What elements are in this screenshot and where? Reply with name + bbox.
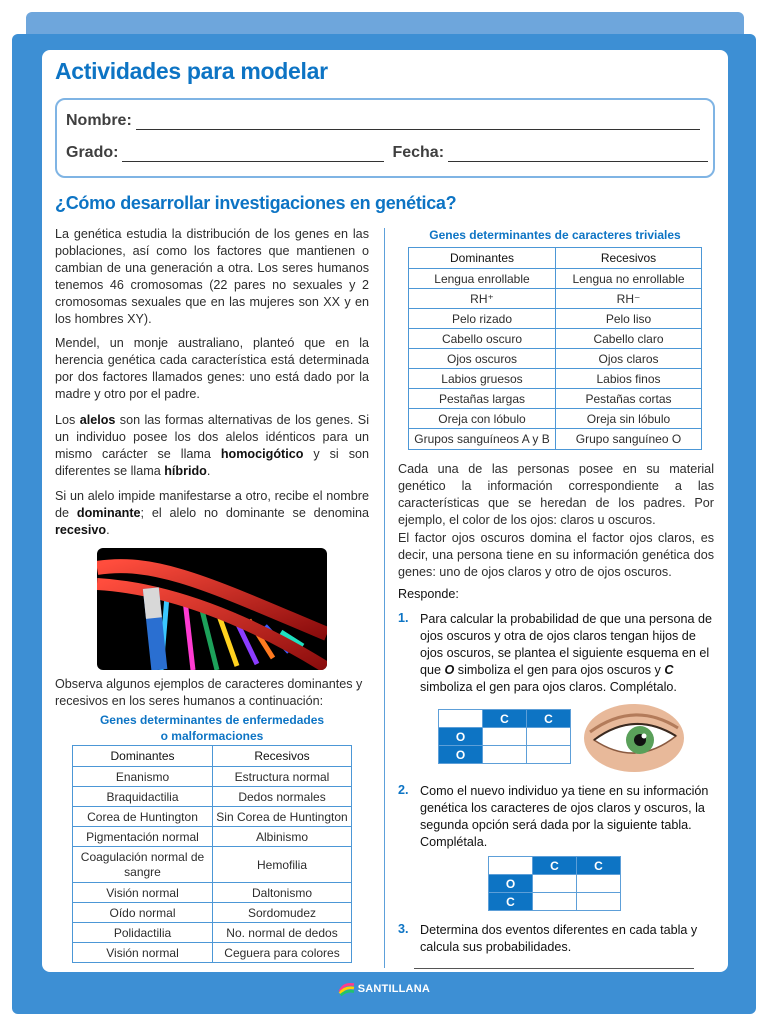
punnett-corner <box>439 710 483 728</box>
mendel-paragraph: Mendel, un monje australiano, planteó que en la herencia genética cada característica está determinada por dos factores llamados genes: uno está dado por la madre y otro por el padre. <box>55 336 369 401</box>
term-recesivo: recesivo <box>55 523 107 537</box>
name-label: Nombre: <box>66 112 132 129</box>
table-row <box>73 827 352 847</box>
table-cell: Grupo sanguíneo O <box>556 429 702 450</box>
text-span: y si son diferentes se llama <box>55 447 369 478</box>
table-cell: Lengua no enrollable <box>556 269 702 289</box>
question-2: Como el nuevo individuo ya tiene en su información genética los caracteres de ojos claros y oscuros, la segunda opción será dada por la siguiente tabla. Complétala. <box>420 784 709 849</box>
punnett-corner <box>489 857 533 875</box>
punnett-header: O <box>489 875 533 893</box>
question-number: 2. <box>398 783 409 797</box>
eye-image <box>584 702 684 774</box>
table-row <box>409 269 702 289</box>
text-span: simboliza el gen para ojos claros. Complétalo. <box>420 680 677 694</box>
table-cell: Ceguera para colores <box>213 943 352 963</box>
table-cell: Estructura normal <box>213 767 352 787</box>
punnett-header: C <box>577 857 621 875</box>
answer-line[interactable] <box>414 968 694 969</box>
punnett-header: O <box>439 746 483 764</box>
column-header: Dominantes <box>73 746 213 767</box>
table-cell: Pelo rizado <box>409 309 556 329</box>
punnett-square-1 <box>438 709 571 764</box>
table-cell: Pigmentación normal <box>73 827 213 847</box>
table-row <box>73 767 352 787</box>
table-cell: Oreja con lóbulo <box>409 409 556 429</box>
name-field[interactable] <box>136 114 700 130</box>
trivial-genes-table <box>408 247 702 450</box>
dominance-paragraph <box>55 488 369 539</box>
punnett-cell[interactable] <box>483 746 527 764</box>
intro-paragraph: La genética estudia la distribución de los genes en las poblaciones, así como los factores que mantienen o cambian de una generación a otra. Los seres humanos tenemos 46 cromosomas (22 pares no sexuales y 2 cromosomas sexuales que en las mujeres son XX y en los hombres XY). <box>55 227 369 326</box>
symbol-C: C <box>664 663 674 677</box>
table-cell: Dedos normales <box>213 787 352 807</box>
name-row <box>66 112 700 130</box>
table-cell: Pelo liso <box>556 309 702 329</box>
question-1 <box>420 611 716 696</box>
table-cell: Cabello oscuro <box>409 329 556 349</box>
text-span: . <box>106 523 110 537</box>
column-header: Dominantes <box>409 248 556 269</box>
table-cell: Daltonismo <box>213 883 352 903</box>
table-row <box>409 329 702 349</box>
table-cell: No. normal de dedos <box>213 923 352 943</box>
punnett-cell[interactable] <box>533 875 577 893</box>
table-row <box>73 787 352 807</box>
punnett-cell[interactable] <box>577 875 621 893</box>
table-row <box>409 349 702 369</box>
punnett-cell[interactable] <box>527 728 571 746</box>
punnett-header: C <box>533 857 577 875</box>
grade-date-row <box>66 144 708 162</box>
grade-field[interactable] <box>122 146 384 162</box>
term-homocigotico: homocigótico <box>220 447 304 461</box>
table-row <box>409 389 702 409</box>
question-3: Determina dos eventos diferentes en cada tabla y calcula sus probabilidades. <box>420 923 698 954</box>
table-cell: Polidactilia <box>73 923 213 943</box>
punnett-header: C <box>489 893 533 911</box>
santillana-logo <box>338 975 430 1003</box>
student-info-box <box>55 98 715 178</box>
punnett-cell[interactable] <box>527 746 571 764</box>
table-cell: Corea de Huntington <box>73 807 213 827</box>
text-span: ; el alelo no dominante se denomina <box>140 506 369 520</box>
examples-paragraph: Observa algunos ejemplos de caracteres dominantes y recesivos en los seres humanos a continuación: <box>55 677 363 708</box>
table-cell: Oído normal <box>73 903 213 923</box>
punnett-header: C <box>527 710 571 728</box>
table-cell: Ojos oscuros <box>409 349 556 369</box>
table-row <box>73 883 352 903</box>
text-span: . <box>206 464 211 478</box>
table-cell: Oreja sin lóbulo <box>556 409 702 429</box>
table-cell: Lengua enrollable <box>409 269 556 289</box>
punnett-header: O <box>439 728 483 746</box>
table-row <box>73 807 352 827</box>
table-row <box>409 409 702 429</box>
text-span: Los <box>55 413 80 427</box>
term-hibrido: híbrido <box>164 464 207 478</box>
table-row <box>409 289 702 309</box>
table-row <box>409 309 702 329</box>
table-cell: RH⁻ <box>556 289 702 309</box>
table-row <box>73 943 352 963</box>
text-span: simboliza el gen para ojos oscuros y <box>454 663 665 677</box>
title-line: Genes determinantes de enfermedades <box>99 713 325 727</box>
column-divider <box>384 228 385 968</box>
table-row <box>73 847 352 883</box>
table-cell: Pestañas cortas <box>556 389 702 409</box>
disease-table-title <box>72 712 352 744</box>
table-cell: Grupos sanguíneos A y B <box>409 429 556 450</box>
table-row <box>409 429 702 450</box>
title-line: o malformaciones <box>160 729 264 743</box>
responde-label: Responde: <box>398 587 459 601</box>
punnett-cell[interactable] <box>483 728 527 746</box>
dna-image <box>97 548 327 670</box>
alleles-paragraph <box>55 412 369 480</box>
table-cell: Sin Corea de Huntington <box>213 807 352 827</box>
date-label: Fecha: <box>392 144 445 161</box>
question-number: 1. <box>398 611 409 625</box>
table-cell: Ojos claros <box>556 349 702 369</box>
table-cell: RH⁺ <box>409 289 556 309</box>
term-alelos: alelos <box>79 413 116 427</box>
trivial-table-title: Genes determinantes de caracteres triviales <box>429 228 681 242</box>
column-header: Recesivos <box>213 746 352 767</box>
section-title: ¿Cómo desarrollar investigaciones en genética? <box>55 193 457 213</box>
punnett-header: C <box>483 710 527 728</box>
page-title: Actividades para modelar <box>55 58 328 84</box>
santillana-logo-icon <box>338 980 356 998</box>
table-cell: Visión normal <box>73 943 213 963</box>
table-cell: Braquidactilia <box>73 787 213 807</box>
punnett-cell[interactable] <box>577 893 621 911</box>
question-number: 3. <box>398 922 409 936</box>
grade-label: Grado: <box>66 144 119 161</box>
term-dominante: dominante <box>76 506 141 520</box>
dominant-eyes-paragraph: El factor ojos oscuros domina el factor ojos claros, es decir, una persona tiene en su información genética dos genes: uno de ojos claros y otro de ojos oscuros. <box>398 531 714 579</box>
table-row <box>73 903 352 923</box>
genetic-material-paragraph: Cada una de las personas posee en su material genético la información correspondiente a las características que se heredan de los padres. Por ejemplo, el color de los ojos: claros u oscuros. <box>398 462 714 527</box>
text-span: son las formas alternativas de los genes. Si un individuo posee los dos alelos idénticos para un mismo carácter se llama <box>55 413 369 461</box>
table-cell: Cabello claro <box>556 329 702 349</box>
table-cell: Labios finos <box>556 369 702 389</box>
disease-genes-table <box>72 745 352 963</box>
punnett-square-2 <box>488 856 621 911</box>
text-span: Si un alelo impide manifestarse a otro, recibe el nombre de <box>55 489 369 520</box>
table-row <box>409 369 702 389</box>
table-cell: Sordomudez <box>213 903 352 923</box>
table-cell: Albinismo <box>213 827 352 847</box>
text-span: Para calcular la probabilidad de que una persona de ojos oscuros y otra de ojos claros tengan hijos de ojos oscuros, se plantea el siguiente esquema en el que <box>420 612 712 677</box>
date-field[interactable] <box>448 146 708 162</box>
table-cell: Enanismo <box>73 767 213 787</box>
table-cell: Labios gruesos <box>409 369 556 389</box>
table-cell: Hemofilia <box>213 847 352 883</box>
table-cell: Pestañas largas <box>409 389 556 409</box>
brand-name: SANTILLANA <box>357 983 430 995</box>
punnett-cell[interactable] <box>533 893 577 911</box>
symbol-O: O <box>444 663 455 677</box>
table-row <box>73 923 352 943</box>
column-header: Recesivos <box>556 248 702 269</box>
table-cell: Visión normal <box>73 883 213 903</box>
table-cell: Coagulación normal de sangre <box>73 847 213 883</box>
